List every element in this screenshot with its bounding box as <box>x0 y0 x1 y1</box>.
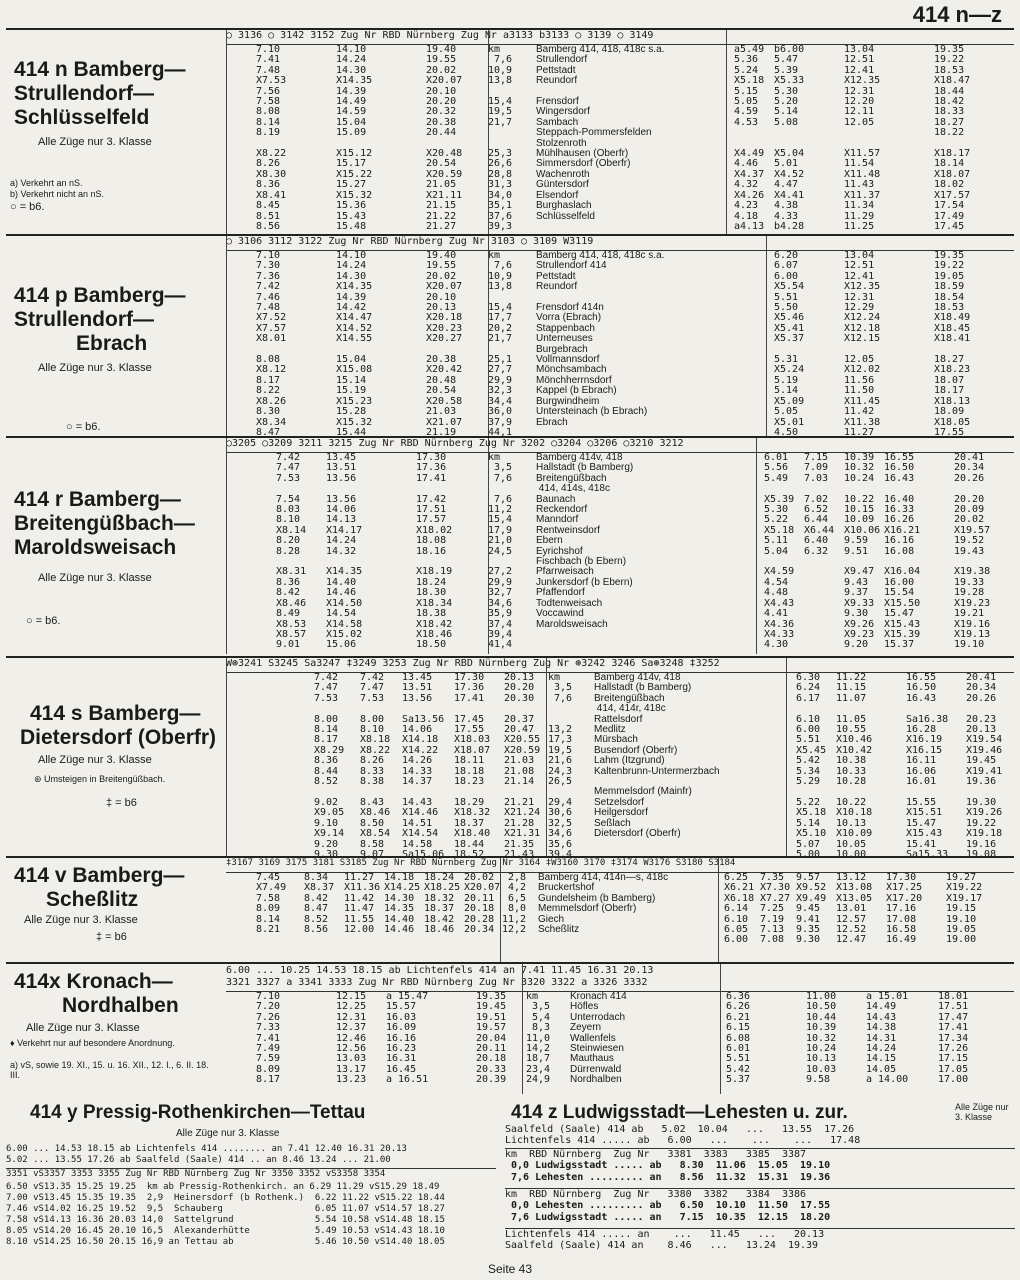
table-row: 0,0 Ludwigsstadt ..... ab 8.30 11.06 15.05 19.10 <box>505 1160 831 1171</box>
time-column: 18.24 X18.25 18.32 18.37 18.42 18.46 <box>424 872 461 936</box>
station-column: Bamberg 414, 418, 418c s.a. Strullendorf 414 Pettstadt Reundorf Frensdorf 414n Vorra (Ebrach) Stappenbach Unterneuses Burgebrach Vollmannsdorf Mönchsambach Mönchherrnsdorf Kappel (b Ebrach) Burgwindheim Untersteinach (b Ebrach) Ebrach <box>536 250 665 428</box>
time-column: 17.30 17.36 17.41 17.42 17.51 17.57 X18.02 18.08 18.16 X18.19 18.24 18.30 X18.34 18.38 X18.42 X18.46 18.50 <box>416 452 453 651</box>
divider <box>720 964 721 1094</box>
station-column: Bamberg 414, 414n—s, 418c Bruckertshof Gundelsheim (b Bamberg) Memmelsdorf (Oberfr) Giech Scheßlitz <box>538 872 669 936</box>
time-column: 13.45 13.51 13.56 Sa13.56 14.06 X14.18 X14.22 14.26 14.33 14.37 14.43 X14.46 14.51 X14.54 14.58 Sa15.06 <box>402 672 445 860</box>
time-column: 19.40 19.55 20.02 X20.07 20.10 20.20 20.32 20.38 20.44 X20.48 20.54 X20.59 21.05 X21.11 21.15 21.22 21.27 <box>426 44 463 232</box>
time-column: 11.27 X11.36 11.42 11.47 11.55 12.00 <box>344 872 381 936</box>
time-column: a5.49 5.36 5.24 X5.18 5.15 5.05 4.59 4.53 X4.49 4.46 X4.37 4.32 X4.26 4.23 4.18 a4.13 <box>734 44 765 232</box>
title-line: Schlüsselfeld <box>14 106 150 129</box>
section-414r-titlebox <box>6 438 221 654</box>
km-column: km 3,5 7,6 13,2 17,3 19,5 21,6 24,3 26,5 29,4 30,6 32,5 34,6 35,6 39,4 <box>548 672 573 860</box>
section-414p <box>6 234 1014 436</box>
title-line: Maroldsweisach <box>14 536 177 559</box>
divider <box>766 236 767 436</box>
table-row: 8.10 vS14.25 16.50 20.15 16,9 an Tettau ab 5.46 10.50 vS14.40 18.05 <box>6 1237 445 1247</box>
timetable-grid <box>226 858 1014 962</box>
subtitle: Alle Züge nur 3. Klasse <box>38 362 152 374</box>
subtitle: Alle Züge nur 3. Klasse <box>38 754 152 766</box>
divider <box>718 858 719 962</box>
time-column: 7.42 7.47 7.53 8.00 8.10 X8.18 X8.22 8.26 8.33 8.38 8.43 X8.46 8.50 X8.54 8.58 9.07 <box>360 672 391 860</box>
station-column: Bamberg 414v, 418 Hallstadt (b Bamberg) Breitengüßbach 414, 414r, 418c Rattelsdorf Medlitz Mürsbach Busendorf (Oberfr) Lahm (Itzgrund) Kaltenbrunn-Untermerzbach Memmelsdorf (Mainfr) Setzelsdorf Heilgersdorf Seßlach Dietersdorf (Oberfr) <box>594 672 720 840</box>
note: ⊛ Umsteigen in Breitengüßbach. <box>34 774 166 784</box>
divider <box>488 236 489 436</box>
section-title: 414 z Ludwigsstadt—Lehesten u. zur. <box>511 1102 848 1123</box>
title-line: 414 s Bamberg— <box>30 702 201 725</box>
divider <box>756 438 757 654</box>
train-number-header: ○ 3136 ○ 3142 3152 Zug Nr RBD Nürnberg Zug Nr a3133 b3133 ○ 3139 ○ 3149 <box>226 30 1014 45</box>
divider <box>226 30 227 234</box>
table-row: 7,6 Ludwigsstadt ..... an 7.15 10.35 12.15 18.20 <box>505 1212 831 1223</box>
table-row: 6.00 ... 14.53 18.15 ab Lichtenfels 414 ........ an 7.41 12.40 16.31 20.13 <box>6 1144 407 1154</box>
time-column: 16.55 16.50 16.43 16.40 16.33 16.26 X16.21 16.16 16.08 X16.04 16.00 15.54 X15.50 15.47 X15.43 X15.39 15.37 <box>884 452 921 651</box>
title-line: Nordhalben <box>62 994 179 1017</box>
time-column: 6.36 6.26 6.21 6.15 6.08 6.01 5.51 5.42 5.37 <box>726 991 751 1086</box>
table-row: 7.46 vS14.02 16.25 19.52 9,5 Schauberg 6.05 11.07 vS14.57 18.27 <box>6 1204 445 1214</box>
time-column: 17.30 17.36 17.41 17.45 17.55 X18.03 X18.07 18.11 18.18 18.23 18.29 X18.32 18.37 X18.40 18.44 18.52 <box>454 672 491 860</box>
section-414z <box>505 1102 1015 1258</box>
km-column: km 3,5 7,6 7,6 11,2 15,4 17,9 21,0 24,5 27,2 29,9 32,7 34,6 35,9 37,4 39,4 41,4 <box>488 452 513 651</box>
time-column: 14.18 X14.25 14.30 14.35 14.40 14.46 <box>384 872 421 936</box>
divider <box>522 964 523 1094</box>
time-column: 6.20 6.07 6.00 X5.54 5.51 5.50 X5.46 X5.41 X5.37 5.31 X5.24 5.19 5.14 X5.09 5.05 X5.01 4.50 <box>774 250 805 438</box>
time-column: 19.27 X19.22 X19.17 19.15 19.10 19.05 19.00 <box>946 872 983 946</box>
section-414v-titlebox <box>6 858 221 962</box>
note: ‡ = b6 <box>96 931 127 943</box>
title-line: Breitengüßbach— <box>14 512 195 535</box>
subtitle: Alle Züge nur 3. Klasse <box>955 1102 1009 1122</box>
km-column: km 3,5 5,4 8,3 11,0 14,2 18,7 23,4 24,9 <box>526 991 551 1086</box>
divider <box>786 658 787 856</box>
time-column: 7.42 7.47 7.53 8.00 8.14 8.17 X8.29 8.36 8.44 8.52 9.02 X9.05 9.10 X9.14 9.20 9.30 <box>314 672 345 860</box>
section-414p-titlebox <box>6 236 221 436</box>
subtitle: Alle Züge nur 3. Klasse <box>26 1022 140 1034</box>
time-column: 8.34 X8.37 8.42 8.47 8.52 8.56 <box>304 872 335 936</box>
timetable-grid <box>226 236 1014 436</box>
title-line: 414 n Bamberg— <box>14 58 186 81</box>
divider <box>488 438 489 654</box>
section-414n-titlebox <box>6 30 221 234</box>
time-column: 11.22 11.15 11.07 11.05 10.55 X10.46 X10.42 10.38 10.33 10.28 10.22 X10.18 10.13 X10.09 10.05 10.00 <box>836 672 873 860</box>
time-column: 13.04 12.51 12.41 X12.35 12.31 12.20 12.11 12.05 X11.57 11.54 X11.48 11.43 X11.37 11.34 11.29 11.25 <box>844 44 881 232</box>
table-row: km RBD Nürnberg Zug Nr 3381 3383 3385 3387 <box>505 1148 1015 1160</box>
time-column: 19.35 19.22 18.53 X18.47 18.44 18.42 18.33 18.27 18.22 X18.17 18.14 X18.07 18.02 X17.57 17.54 17.49 17.45 <box>934 44 971 232</box>
divider <box>226 236 227 436</box>
table-row: 5.02 ... 13.55 17.26 ab Saalfeld (Saale) 414 .. an 8.46 13.24 ... 21.00 <box>6 1155 391 1165</box>
time-column: 6.30 6.24 6.17 6.10 6.00 5.51 X5.45 5.42 5.34 5.29 5.22 X5.18 5.14 X5.10 5.07 5.00 <box>796 672 827 860</box>
time-column: a 15.47 15.57 16.03 16.09 16.16 16.23 16.31 16.45 a 16.51 <box>386 991 429 1086</box>
km-column: 2,8 4,2 6,5 8,0 11,2 12,2 <box>502 872 527 936</box>
station-column: Bamberg 414, 418, 418c s.a. Strullendorf Pettstadt Reundorf Frensdorf Wingersdorf Sambach Steppach-Pommersfelden Stolzenroth Mühlhausen (Oberfr) Simmersdorf (Oberfr) Wachenroth Güntersdorf Elsendorf Burghaslach Schlüsselfeld <box>536 44 665 222</box>
note: b) Verkehrt nicht an nS. <box>10 189 105 199</box>
timetable-grid <box>226 964 1014 1094</box>
time-column: 11.00 10.50 10.44 10.39 10.32 10.24 10.13 10.03 9.58 <box>806 991 837 1086</box>
note: ‡ = b6 <box>106 797 137 809</box>
time-column: 7.10 7.30 7.36 7.42 7.46 7.48 X7.52 X7.57 X8.01 8.08 X8.12 8.17 8.22 X8.26 8.30 X8.34 8.47 <box>256 250 287 438</box>
time-column: 20.13 20.20 20.30 20.37 20.47 X20.55 X20.59 21.03 21.08 21.14 21.21 X21.24 21.28 X21.31 21.35 21.43 <box>504 672 541 860</box>
section-414n <box>6 28 1014 234</box>
time-column: b6.00 5.47 5.39 X5.33 5.30 5.20 5.14 5.08 X5.04 5.01 X4.52 4.47 X4.41 4.38 4.33 b4.28 <box>774 44 805 232</box>
note: ○ = b6. <box>26 615 61 627</box>
station-column: Bamberg 414v, 418 Hallstadt (b Bamberg) Breitengüßbach 414, 414s, 418c Baunach Reckendorf Manndorf Rentweinsdorf Ebern Eyrichshof Fischbach (b Ebern) Pfarrweisach Junkersdorf (b Ebern) Pfaffendorf Todtenweisach Voccawind Maroldsweisach <box>536 452 634 630</box>
subtitle: Alle Züge nur 3. Klasse <box>176 1128 280 1139</box>
train-number-header: 3321 3327 a 3341 3333 Zug Nr RBD Nürnberg Zug Nr 3320 3322 a 3326 3332 <box>226 977 1014 992</box>
note: ○ = b6. <box>10 201 45 213</box>
table-row: Lichtenfels 414 ..... ab 6.00 ... ... ... 17.48 <box>505 1135 861 1146</box>
section-414y <box>6 1102 496 1258</box>
section-title: 414 y Pressig-Rothenkirchen—Tettau <box>30 1102 366 1123</box>
time-column: 19.35 19.22 19.05 18.59 18.54 18.53 X18.49 X18.45 X18.41 18.27 X18.23 18.07 18.17 X18.13 18.09 X18.05 17.55 <box>934 250 971 438</box>
note: a) vS, sowie 19. XI., 15. u. 16. XII., 12. I., 6. II. 18. III. <box>10 1060 209 1080</box>
train-number-header: ‡3167 3169 3175 3181 S3185 Zug Nr RBD Nürnberg Zug Nr 3164 ‡W3160 3170 ‡3174 W3176 S3180 S3184 <box>226 858 1014 873</box>
time-column: 19.35 19.45 19.51 19.57 20.04 20.11 20.18 20.33 20.39 <box>476 991 507 1086</box>
time-column: 7.35 X7.30 X7.27 7.25 7.19 7.13 7.08 <box>760 872 791 946</box>
divider <box>226 438 227 654</box>
time-column: 16.55 16.50 16.43 Sa16.38 16.28 X16.19 X16.15 16.11 16.06 16.01 15.55 X15.51 15.47 X15.43 15.41 Sa15.33 <box>906 672 949 860</box>
time-column: 7.45 X7.49 7.58 8.09 8.14 8.21 <box>256 872 287 936</box>
table-row: 7,6 Lehesten ......... an 8.56 11.32 15.31 19.36 <box>505 1172 831 1183</box>
table-row: Lichtenfels 414 ..... an ... 11.45 ... 20.13 <box>505 1228 1015 1240</box>
time-column: 19.40 19.55 20.02 X20.07 20.10 20.13 X20.18 X20.23 X20.27 20.38 X20.42 20.48 20.54 X20.58 21.03 X21.07 21.19 <box>426 250 463 438</box>
table-row: 3351 vS3357 3353 3355 Zug Nr RBD Nürnberg Zug Nr 3350 3352 vS3358 3354 <box>6 1168 496 1179</box>
time-column: 14.10 14.24 14.30 X14.35 14.39 14.49 14.59 15.04 15.09 X15.12 15.17 X15.22 15.27 X15.32 15.36 15.43 15.48 <box>336 44 373 232</box>
time-column: 14.10 14.24 14.30 X14.35 14.39 14.42 X14.47 X14.52 X14.55 15.04 X15.08 15.14 15.19 X15.23 15.28 X15.32 15.44 <box>336 250 373 438</box>
title-line: Scheßlitz <box>46 888 139 911</box>
time-column: a 15.01 14.49 14.43 14.38 14.31 14.24 14.15 14.05 a 14.00 <box>866 991 909 1086</box>
page-corner-label: 414 n—z <box>912 2 1002 27</box>
table-row: 7.58 vS14.13 16.36 20.03 14,0 Sattelgrund 5.54 10.58 vS14.48 18.15 <box>6 1215 445 1225</box>
time-column: 6.01 5.56 5.49 X5.39 5.30 5.22 X5.18 5.11 5.04 X4.59 4.54 4.48 X4.43 4.41 X4.36 X4.33 4.30 <box>764 452 795 651</box>
table-row: km RBD Nürnberg Zug Nr 3380 3382 3384 3386 <box>505 1188 1015 1200</box>
subtitle: Alle Züge nur 3. Klasse <box>24 914 138 926</box>
divider <box>488 30 489 234</box>
title-line: 414 p Bamberg— <box>14 284 186 307</box>
time-column: 6.25 X6.21 X6.18 6.14 6.10 6.05 6.00 <box>724 872 755 946</box>
title-line: 414 v Bamberg— <box>14 864 185 887</box>
section-414x <box>6 962 1014 1094</box>
table-row: 8.05 vS14.20 16.45 20.10 16,5 Alexanderhütte 5.49 10.53 vS14.43 18.10 <box>6 1226 445 1236</box>
divider <box>546 658 547 856</box>
section-414r <box>6 436 1014 654</box>
table-row: Saalfeld (Saale) 414 ab 5.02 10.04 ... 13.55 17.26 <box>505 1124 855 1135</box>
table-row: 0,0 Lehesten ......... ab 6.50 10.10 11.50 17.55 <box>505 1200 831 1211</box>
subtitle: Alle Züge nur 3. Klasse <box>38 136 152 148</box>
section-414s <box>6 656 1014 860</box>
timetable-grid <box>226 658 1014 860</box>
km-column: km 7,6 10,9 13,8 15,4 19,5 21,7 25,3 26,6 28,8 31,3 34,0 35,1 37,6 39,3 <box>488 44 513 232</box>
subtitle: Alle Züge nur 3. Klasse <box>38 572 152 584</box>
table-row: Saalfeld (Saale) 414 an 8.46 ... 13.24 19.39 <box>505 1240 819 1251</box>
time-column: 7.10 7.41 7.48 X7.53 7.56 7.58 8.08 8.14 8.19 X8.22 8.26 X8.30 8.36 X8.41 8.45 8.51 8.56 <box>256 44 287 232</box>
title-line: Ebrach <box>76 332 148 355</box>
time-column: 7.10 7.20 7.26 7.33 7.41 7.49 7.59 8.09 8.17 <box>256 991 281 1086</box>
table-row: 6.50 vS13.35 15.25 19.25 km ab Pressig-Rothenkirch. an 6.29 11.29 vS15.29 18.49 <box>6 1182 440 1192</box>
note: a) Verkehrt an nS. <box>10 178 83 188</box>
divider <box>726 30 727 234</box>
time-column: 7.15 7.09 7.03 7.02 6.52 6.44 X6.44 6.40 6.32 <box>804 452 835 557</box>
time-column: 20.02 X20.07 20.11 20.18 20.28 20.34 <box>464 872 501 936</box>
title-line: Strullendorf— <box>14 82 154 105</box>
divider <box>226 658 227 856</box>
title-line: 414 r Bamberg— <box>14 488 181 511</box>
note: ♦ Verkehrt nur auf besondere Anordnung. <box>10 1038 175 1048</box>
timetable-grid <box>226 438 1014 654</box>
title-line: 414x Kronach— <box>14 970 173 993</box>
train-number-header: ○ 3106 3112 3122 Zug Nr RBD Nürnberg Zug Nr 3103 ○ 3109 W3119 <box>226 236 1014 251</box>
time-column: 13.12 X13.08 X13.05 13.01 12.57 12.52 12.47 <box>836 872 873 946</box>
section-414x-titlebox <box>6 964 221 1094</box>
table-row: 7.00 vS13.45 15.35 19.35 2,9 Heinersdorf (b Rothenk.) 6.22 11.22 vS15.22 18.44 <box>6 1193 445 1203</box>
title-line: Dietersdorf (Oberfr) <box>20 726 217 749</box>
page-number: Seite 43 <box>487 1262 533 1276</box>
time-column: 9.57 X9.52 X9.49 9.45 9.41 9.35 9.30 <box>796 872 827 946</box>
time-column: 10.39 10.32 10.24 10.22 10.15 10.09 X10.06 9.59 9.51 X9.47 9.43 9.37 X9.33 9.30 X9.26 X9.23 9.20 <box>844 452 881 651</box>
section-414s-titlebox <box>6 658 221 856</box>
time-column: 17.30 X17.25 X17.20 17.16 17.08 16.58 16.49 <box>886 872 923 946</box>
connection-row: 6.00 ... 10.25 14.53 18.15 ab Lichtenfels 414 an 7.41 11.45 16.31 20.13 <box>226 965 654 976</box>
station-column: Kronach 414 Höfles Unterrodach Zeyern Wallenfels Steinwiesen Mauthaus Dürrenwald Nordhalben <box>570 991 627 1086</box>
divider <box>500 858 501 962</box>
time-column: 18.01 17.51 17.47 17.41 17.34 17.26 17.15 17.05 17.00 <box>938 991 969 1086</box>
title-line: Strullendorf— <box>14 308 154 331</box>
time-column: 13.45 13.51 13.56 13.56 14.06 14.13 X14.17 14.24 14.32 X14.35 14.40 14.46 X14.50 14.54 X14.58 X15.02 15.06 <box>326 452 363 651</box>
train-number-header: ○3205 ○3209 3211 3215 Zug Nr RBD Nürnberg Zug Nr 3202 ○3204 ○3206 ○3210 3212 <box>226 438 1014 453</box>
time-column: 12.15 12.25 12.31 12.37 12.46 12.56 13.03 13.17 13.23 <box>336 991 367 1086</box>
note: ○ = b6. <box>66 421 101 433</box>
time-column: 20.41 20.34 20.26 20.23 20.13 X19.54 X19.46 19.45 X19.41 19.36 19.30 X19.26 19.22 X19.18 19.16 19.08 <box>966 672 1003 860</box>
time-column: 20.41 20.34 20.26 20.20 20.09 20.02 X19.57 19.52 19.43 X19.38 19.33 19.28 X19.23 19.21 X19.16 X19.13 19.10 <box>954 452 991 651</box>
km-column: km 7,6 10,9 13,8 15,4 17,7 20,2 21,7 25,1 27,7 29,9 32,3 34,4 36,0 37,9 44,1 <box>488 250 513 438</box>
time-column: 13.04 12.51 12.41 X12.35 12.31 12.29 X12.24 X12.18 X12.15 12.05 X12.02 11.56 11.50 X11.45 11.42 X11.38 11.27 <box>844 250 881 438</box>
section-414v <box>6 856 1014 962</box>
timetable-grid <box>226 30 1014 234</box>
train-number-header: W⊛3241 S3245 Sa3247 ‡3249 3253 Zug Nr RBD Nürnberg Zug Nr ⊛3242 3246 Sa⊛3248 ‡3252 <box>226 658 1014 673</box>
time-column: 7.42 7.47 7.53 7.54 8.03 8.10 X8.14 8.20 8.28 X8.31 8.36 8.42 X8.46 8.49 X8.53 X8.57 9.01 <box>276 452 307 651</box>
